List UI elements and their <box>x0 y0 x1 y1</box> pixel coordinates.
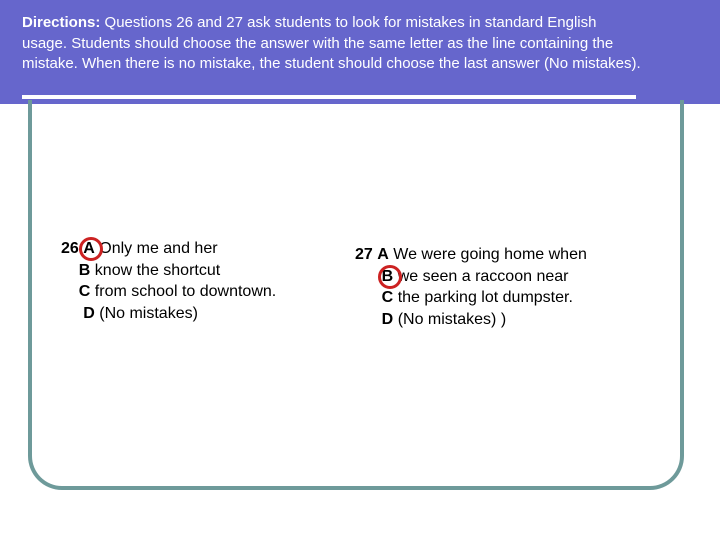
q26-line-b <box>61 260 276 282</box>
q26-letter-b: B <box>78 261 91 279</box>
q27-line-c <box>355 287 587 309</box>
header-divider <box>22 95 636 99</box>
q26-line-a <box>61 238 276 260</box>
q27-letter-c: C <box>381 289 394 306</box>
q27-text-b: we seen a raccoon near <box>397 267 569 285</box>
q26-letter-d: D <box>83 304 95 322</box>
q27-text-a: We were going home when <box>393 246 587 263</box>
q27-text-d: (No mistakes) ) <box>397 310 507 328</box>
q26-line-c <box>61 281 276 303</box>
q26-number: 26 <box>61 240 79 257</box>
q27-number: 27 <box>355 246 373 263</box>
q26-letter-a <box>83 238 95 260</box>
q27-letter-a: A <box>377 246 389 263</box>
q27-text-c: the parking lot dumpster. <box>397 289 573 306</box>
q27-line-a <box>355 244 587 266</box>
q27-line-d <box>355 309 587 331</box>
directions-label: Directions: <box>22 14 101 31</box>
q27-answer-circle <box>378 265 402 289</box>
question-27 <box>355 244 587 330</box>
q27-letter-b <box>382 266 394 288</box>
q26-text-c: from school to downtown. <box>94 283 277 300</box>
q26-letter-c: C <box>78 283 91 300</box>
question-26 <box>61 238 276 324</box>
q26-letter-a-text: A <box>83 240 95 257</box>
q27-line-b <box>355 266 587 288</box>
q26-line-d <box>61 303 276 325</box>
q27-letter-b-text: B <box>381 267 394 285</box>
q26-text-b: know the shortcut <box>94 261 221 279</box>
q26-answer-circle <box>79 237 103 261</box>
directions-body: Questions 26 and 27 ask students to look for mistakes in standard English usage. Students should choose the answer with the same letter as the line containing the mistake. When there is no mistake, the student should choose the last answer (No mistakes). <box>22 14 641 72</box>
directions-text <box>22 13 642 75</box>
q26-text-d: (No mistakes) <box>99 304 198 322</box>
q26-text-a: Only me and her <box>99 240 218 257</box>
q27-letter-d: D <box>381 310 394 328</box>
